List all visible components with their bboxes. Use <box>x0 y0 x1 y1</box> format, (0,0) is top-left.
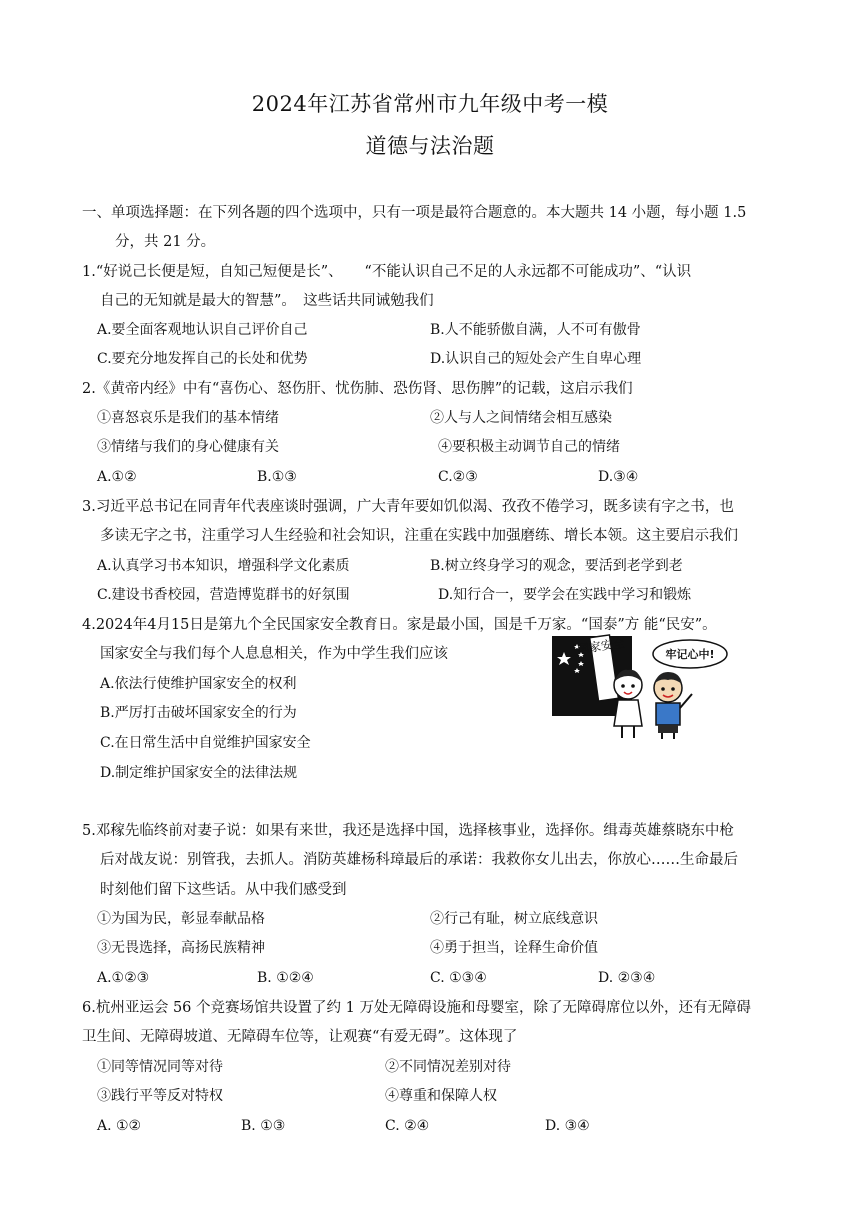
q2-statement-4: ④要积极主动调节自己的情绪 <box>438 439 620 455</box>
q4-illustration <box>550 630 730 740</box>
exam-subtitle: 道德与法治题 <box>365 134 495 158</box>
q6-statement-3: ③践行平等反对特权 <box>97 1088 223 1104</box>
q3-option-d: D.知行合一，要学会在实践中学习和锻炼 <box>438 587 692 603</box>
q5-stem-cont: 后对战友说：别管我，去抓人。消防英雄杨科璋最后的承诺：我救你女儿出去，你放心……生命最后 <box>100 852 738 868</box>
q4-option-c: C.在日常生活中自觉维护国家安全 <box>100 735 311 751</box>
q3-option-c: C.建设书香校园，营造博览群书的好氛围 <box>97 587 350 603</box>
q5-option-a: A.①②③ <box>97 970 150 986</box>
q2-option-d: D.③④ <box>598 469 639 485</box>
q6-stem: 6.杭州亚运会 56 个竞赛场馆共设置了约 1 万处无障碍设施和母婴室，除了无障碍席位以外，还有无障碍 <box>82 1000 751 1016</box>
q2-statement-2: ②人与人之间情绪会相互感染 <box>430 410 612 426</box>
q5-statement-1: ①为国为民，彰显奉献品格 <box>97 911 265 927</box>
section-heading-cont: 分，共 21 分。 <box>115 234 216 250</box>
q3-stem: 3.习近平总书记在同青年代表座谈时强调，广大青年要如饥似渴、孜孜不倦学习，既多读有字之书，也 <box>82 499 734 515</box>
q1-stem: 1.“好说己长便是短，自知己短便是长”、 “不能认识自己不足的人永远都不可能成功”、“认识 <box>82 264 692 280</box>
q6-statement-2: ②不同情况差别对待 <box>385 1059 511 1075</box>
flag-text: 国家安全 <box>576 635 626 657</box>
q6-statement-4: ④尊重和保障人权 <box>385 1088 497 1104</box>
q5-stem: 5.邓稼先临终前对妻子说：如果有来世，我还是选择中国，选择核事业，选择你。缉毒英雄蔡晓东中枪 <box>82 823 734 839</box>
q5-stem-cont2: 时刻他们留下这些话。从中我们感受到 <box>100 882 347 898</box>
exam-title: 2024年江苏省常州市九年级中考一模 <box>251 92 609 116</box>
q4-stem: 4.2024年4月15日是第九个全民国家安全教育日。家是最小国，国是千万家。“国泰”方 能“民安”。 <box>82 617 717 633</box>
speech-text: 牢记心中! <box>665 648 715 661</box>
q4-stem-cont: 国家安全与我们每个人息息相关，作为中学生我们应该 <box>100 646 448 662</box>
q5-statement-2: ②行己有耻，树立底线意识 <box>430 911 598 927</box>
q2-statement-3: ③情绪与我们的身心健康有关 <box>97 439 279 455</box>
q1-stem-cont: 自己的无知就是最大的智慧”。 这些话共同诫勉我们 <box>100 293 434 309</box>
q1-option-b: B.人不能骄傲自满，人不可有傲骨 <box>430 322 641 338</box>
q4-option-b: B.严厉打击破坏国家安全的行为 <box>100 705 297 721</box>
q6-option-d: D. ③④ <box>545 1118 590 1134</box>
q4-option-d: D.制定维护国家安全的法律法规 <box>100 765 298 781</box>
q5-statement-3: ③无畏选择，高扬民族精神 <box>97 940 265 956</box>
q1-option-a: A.要全面客观地认识自己评价自己 <box>97 322 308 338</box>
q6-stem-cont: 卫生间、无障碍坡道、无障碍车位等，让观赛“有爱无碍”。这体现了 <box>82 1029 518 1045</box>
q6-statement-1: ①同等情况同等对待 <box>97 1059 223 1075</box>
q2-option-c: C.②③ <box>438 469 478 485</box>
q6-option-c: C. ②④ <box>385 1118 430 1134</box>
q5-option-d: D. ②③④ <box>598 970 656 986</box>
q2-option-b: B.①③ <box>257 469 297 485</box>
q3-stem-cont: 多读无字之书，注重学习人生经验和社会知识，注重在实践中加强磨练、增长本领。这主要启示我们 <box>100 528 738 544</box>
section-heading: 一、单项选择题：在下列各题的四个选项中，只有一项是最符合题意的。本大题共 14 小题，每小题 1.5 <box>82 205 747 221</box>
q2-statement-1: ①喜怒哀乐是我们的基本情绪 <box>97 410 279 426</box>
q1-option-c: C.要充分地发挥自己的长处和优势 <box>97 351 308 367</box>
q2-option-a: A.①② <box>97 469 137 485</box>
q5-option-c: C. ①③④ <box>430 970 487 986</box>
q1-option-d: D.认识自己的短处会产生自卑心理 <box>430 351 642 367</box>
q3-option-a: A.认真学习书本知识，增强科学文化素质 <box>97 558 350 574</box>
q5-option-b: B. ①②④ <box>257 970 314 986</box>
q6-option-a: A. ①② <box>97 1118 142 1134</box>
q3-option-b: B.树立终身学习的观念，要活到老学到老 <box>430 558 683 574</box>
national-security-cartoon <box>550 630 730 740</box>
q2-stem: 2.《黄帝内经》中有“喜伤心、怒伤肝、忧伤肺、恐伤肾、思伤脾”的记载，这启示我们 <box>82 381 633 397</box>
q6-option-b: B. ①③ <box>241 1118 286 1134</box>
q5-statement-4: ④勇于担当，诠释生命价值 <box>430 940 598 956</box>
q4-option-a: A.依法行使维护国家安全的权利 <box>100 676 297 692</box>
